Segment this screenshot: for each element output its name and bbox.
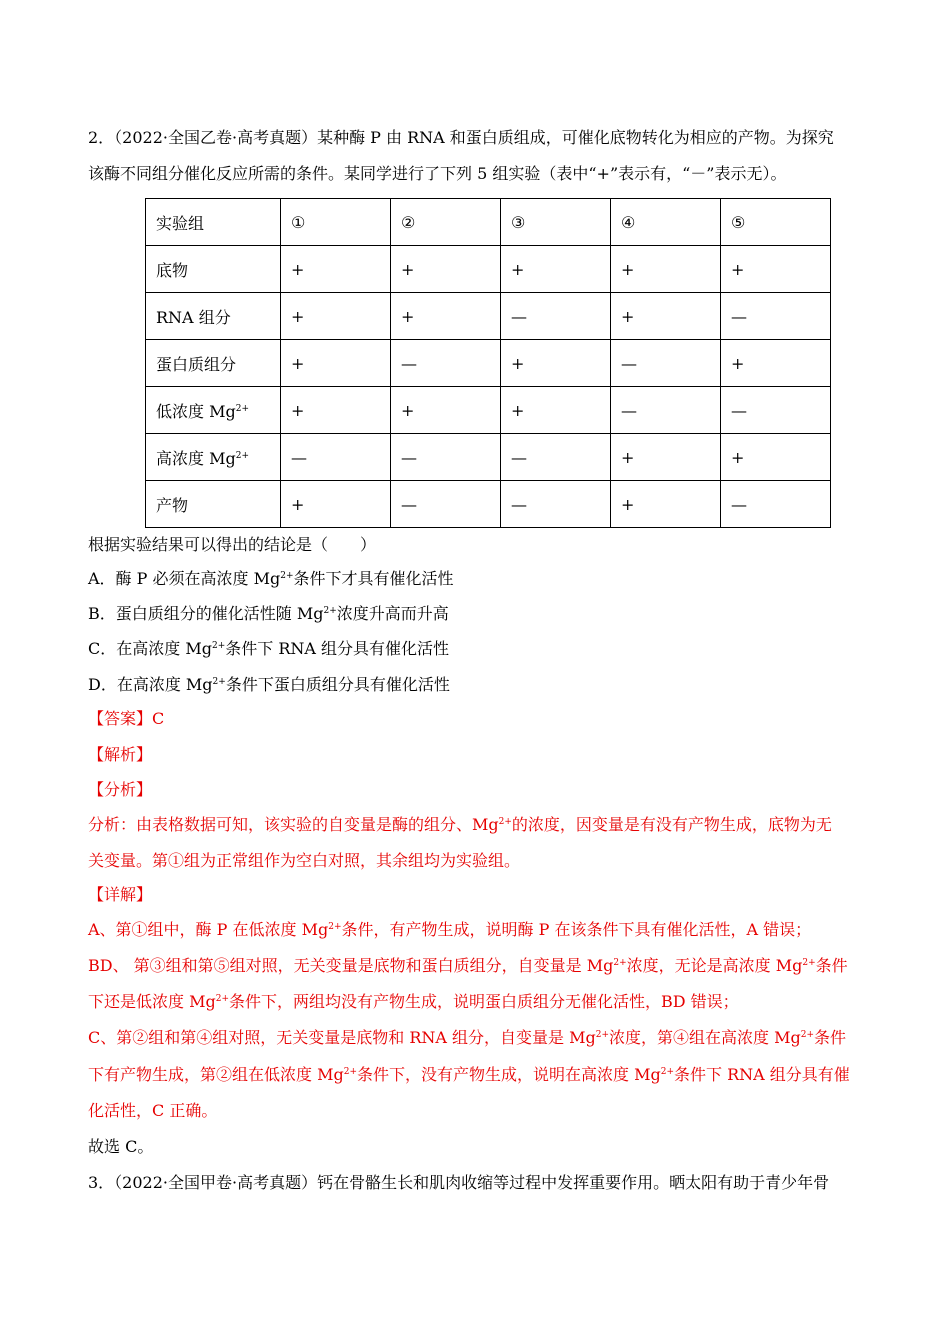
- table-cell: +: [721, 340, 831, 387]
- table-header-cell: ④: [611, 199, 721, 246]
- table-cell: +: [611, 434, 721, 481]
- option-c: C．在高浓度 $Mg^{2+}$条件下 RNA 组分具有催化活性: [88, 639, 450, 658]
- q2-stem-line2: 该酶不同组分催化反应所需的条件。某同学进行了下列 5 组实验（表中“+”表示有，“－”表示无）。: [88, 164, 787, 183]
- table-cell: —: [501, 434, 611, 481]
- detail-bd-line2: 下还是低浓度 $Mg^{2+}$条件下，两组均没有产物生成，说明蛋白质组分无催化活性，BD 错误；: [88, 992, 739, 1011]
- detail-c-line1: C、第②组和第④组对照，无关变量是底物和 RNA 组分，自变量是 $Mg^{2+}$浓度，第④组在高浓度 $Mg^{2+}$条件: [88, 1028, 847, 1047]
- table-cell: +: [391, 246, 501, 293]
- table-cell: +: [611, 481, 721, 528]
- table-row: [146, 387, 831, 434]
- table-cell: —: [391, 434, 501, 481]
- answer-tag: 【答案】: [88, 709, 153, 728]
- detail-a: A、第①组中，酶 P 在低浓度 $Mg^{2+}$条件，有产物生成，说明酶 P 在该条件下具有催化活性，A 错误；: [88, 920, 812, 939]
- row-label: RNA 组分: [146, 293, 281, 340]
- table-cell: +: [501, 340, 611, 387]
- question-prompt: 根据实验结果可以得出的结论是（ ）: [88, 535, 377, 554]
- table-cell: +: [281, 481, 391, 528]
- table-cell: —: [391, 481, 501, 528]
- option-a: A．酶 P 必须在高浓度 $Mg^{2+}$条件下才具有催化活性: [88, 569, 454, 588]
- table-row: [146, 293, 831, 340]
- table-header-cell: ③: [501, 199, 611, 246]
- table-cell: —: [391, 340, 501, 387]
- table-row: [146, 340, 831, 387]
- table-row: [146, 434, 831, 481]
- detail-c-line2: 下有产物生成，第②组在低浓度 $Mg^{2+}$条件下，没有产物生成，说明在高浓度 $Mg^{2+}$条件下 RNA 组分具有催: [88, 1065, 850, 1084]
- table-cell: +: [281, 340, 391, 387]
- analysis-line1: 分析：由表格数据可知，该实验的自变量是酶的组分、$Mg^{2+}$的浓度，因变量是有没有产物生成，底物为无: [88, 815, 832, 834]
- row-label: 产物: [146, 481, 281, 528]
- table-cell: +: [721, 246, 831, 293]
- jiexi-tag: 【解析】: [88, 745, 153, 764]
- table-header-cell: ②: [391, 199, 501, 246]
- table-cell: —: [721, 293, 831, 340]
- table-cell: +: [281, 293, 391, 340]
- table-cell: +: [501, 387, 611, 434]
- table-header-cell: ⑤: [721, 199, 831, 246]
- option-d: D．在高浓度 $Mg^{2+}$条件下蛋白质组分具有催化活性: [88, 675, 450, 694]
- xiangjie-tag: 【详解】: [88, 885, 153, 904]
- fenxi-tag: 【分析】: [88, 780, 153, 799]
- table-row: [146, 246, 831, 293]
- experiment-table: [145, 198, 831, 528]
- row-label: 底物: [146, 246, 281, 293]
- table-header-cell: 实验组: [146, 199, 281, 246]
- table-cell: —: [611, 340, 721, 387]
- table-cell: +: [721, 434, 831, 481]
- row-label: 高浓度 $Mg^{2+}$: [146, 434, 281, 481]
- table-cell: +: [501, 246, 611, 293]
- option-b: B．蛋白质组分的催化活性随 $Mg^{2+}$浓度升高而升高: [88, 604, 449, 623]
- row-label: 蛋白质组分: [146, 340, 281, 387]
- table-header-cell: ①: [281, 199, 391, 246]
- analysis-line2: 关变量。第①组为正常组作为空白对照，其余组均为实验组。: [88, 851, 521, 870]
- answer-line: [88, 707, 868, 731]
- table-cell: —: [501, 293, 611, 340]
- table-row: [146, 481, 831, 528]
- q2-stem-line1: 2．（2022·全国乙卷·高考真题）某种酶 P 由 RNA 和蛋白质组成，可催化底物转化为相应的产物。为探究: [88, 128, 834, 147]
- answer-value: C: [152, 709, 165, 728]
- table-header-row: [146, 199, 831, 246]
- conclusion: 故选 C。: [88, 1137, 154, 1156]
- table-cell: +: [391, 293, 501, 340]
- table-cell: +: [281, 387, 391, 434]
- row-label: 低浓度 $Mg^{2+}$: [146, 387, 281, 434]
- detail-c-line3: 化活性，C 正确。: [88, 1101, 218, 1120]
- table-cell: +: [281, 246, 391, 293]
- table-cell: +: [391, 387, 501, 434]
- table-cell: —: [611, 387, 721, 434]
- table-cell: +: [611, 246, 721, 293]
- table-cell: —: [721, 481, 831, 528]
- table-cell: +: [611, 293, 721, 340]
- table-cell: —: [281, 434, 391, 481]
- table-cell: —: [721, 387, 831, 434]
- q3-stem-line1: 3．（2022·全国甲卷·高考真题）钙在骨骼生长和肌肉收缩等过程中发挥重要作用。晒太阳有助于青少年骨: [88, 1173, 830, 1192]
- table-cell: —: [501, 481, 611, 528]
- detail-bd-line1: BD、 第③组和第⑤组对照，无关变量是底物和蛋白质组分，自变量是 $Mg^{2+}$浓度，无论是高浓度 $Mg^{2+}$条件: [88, 956, 848, 975]
